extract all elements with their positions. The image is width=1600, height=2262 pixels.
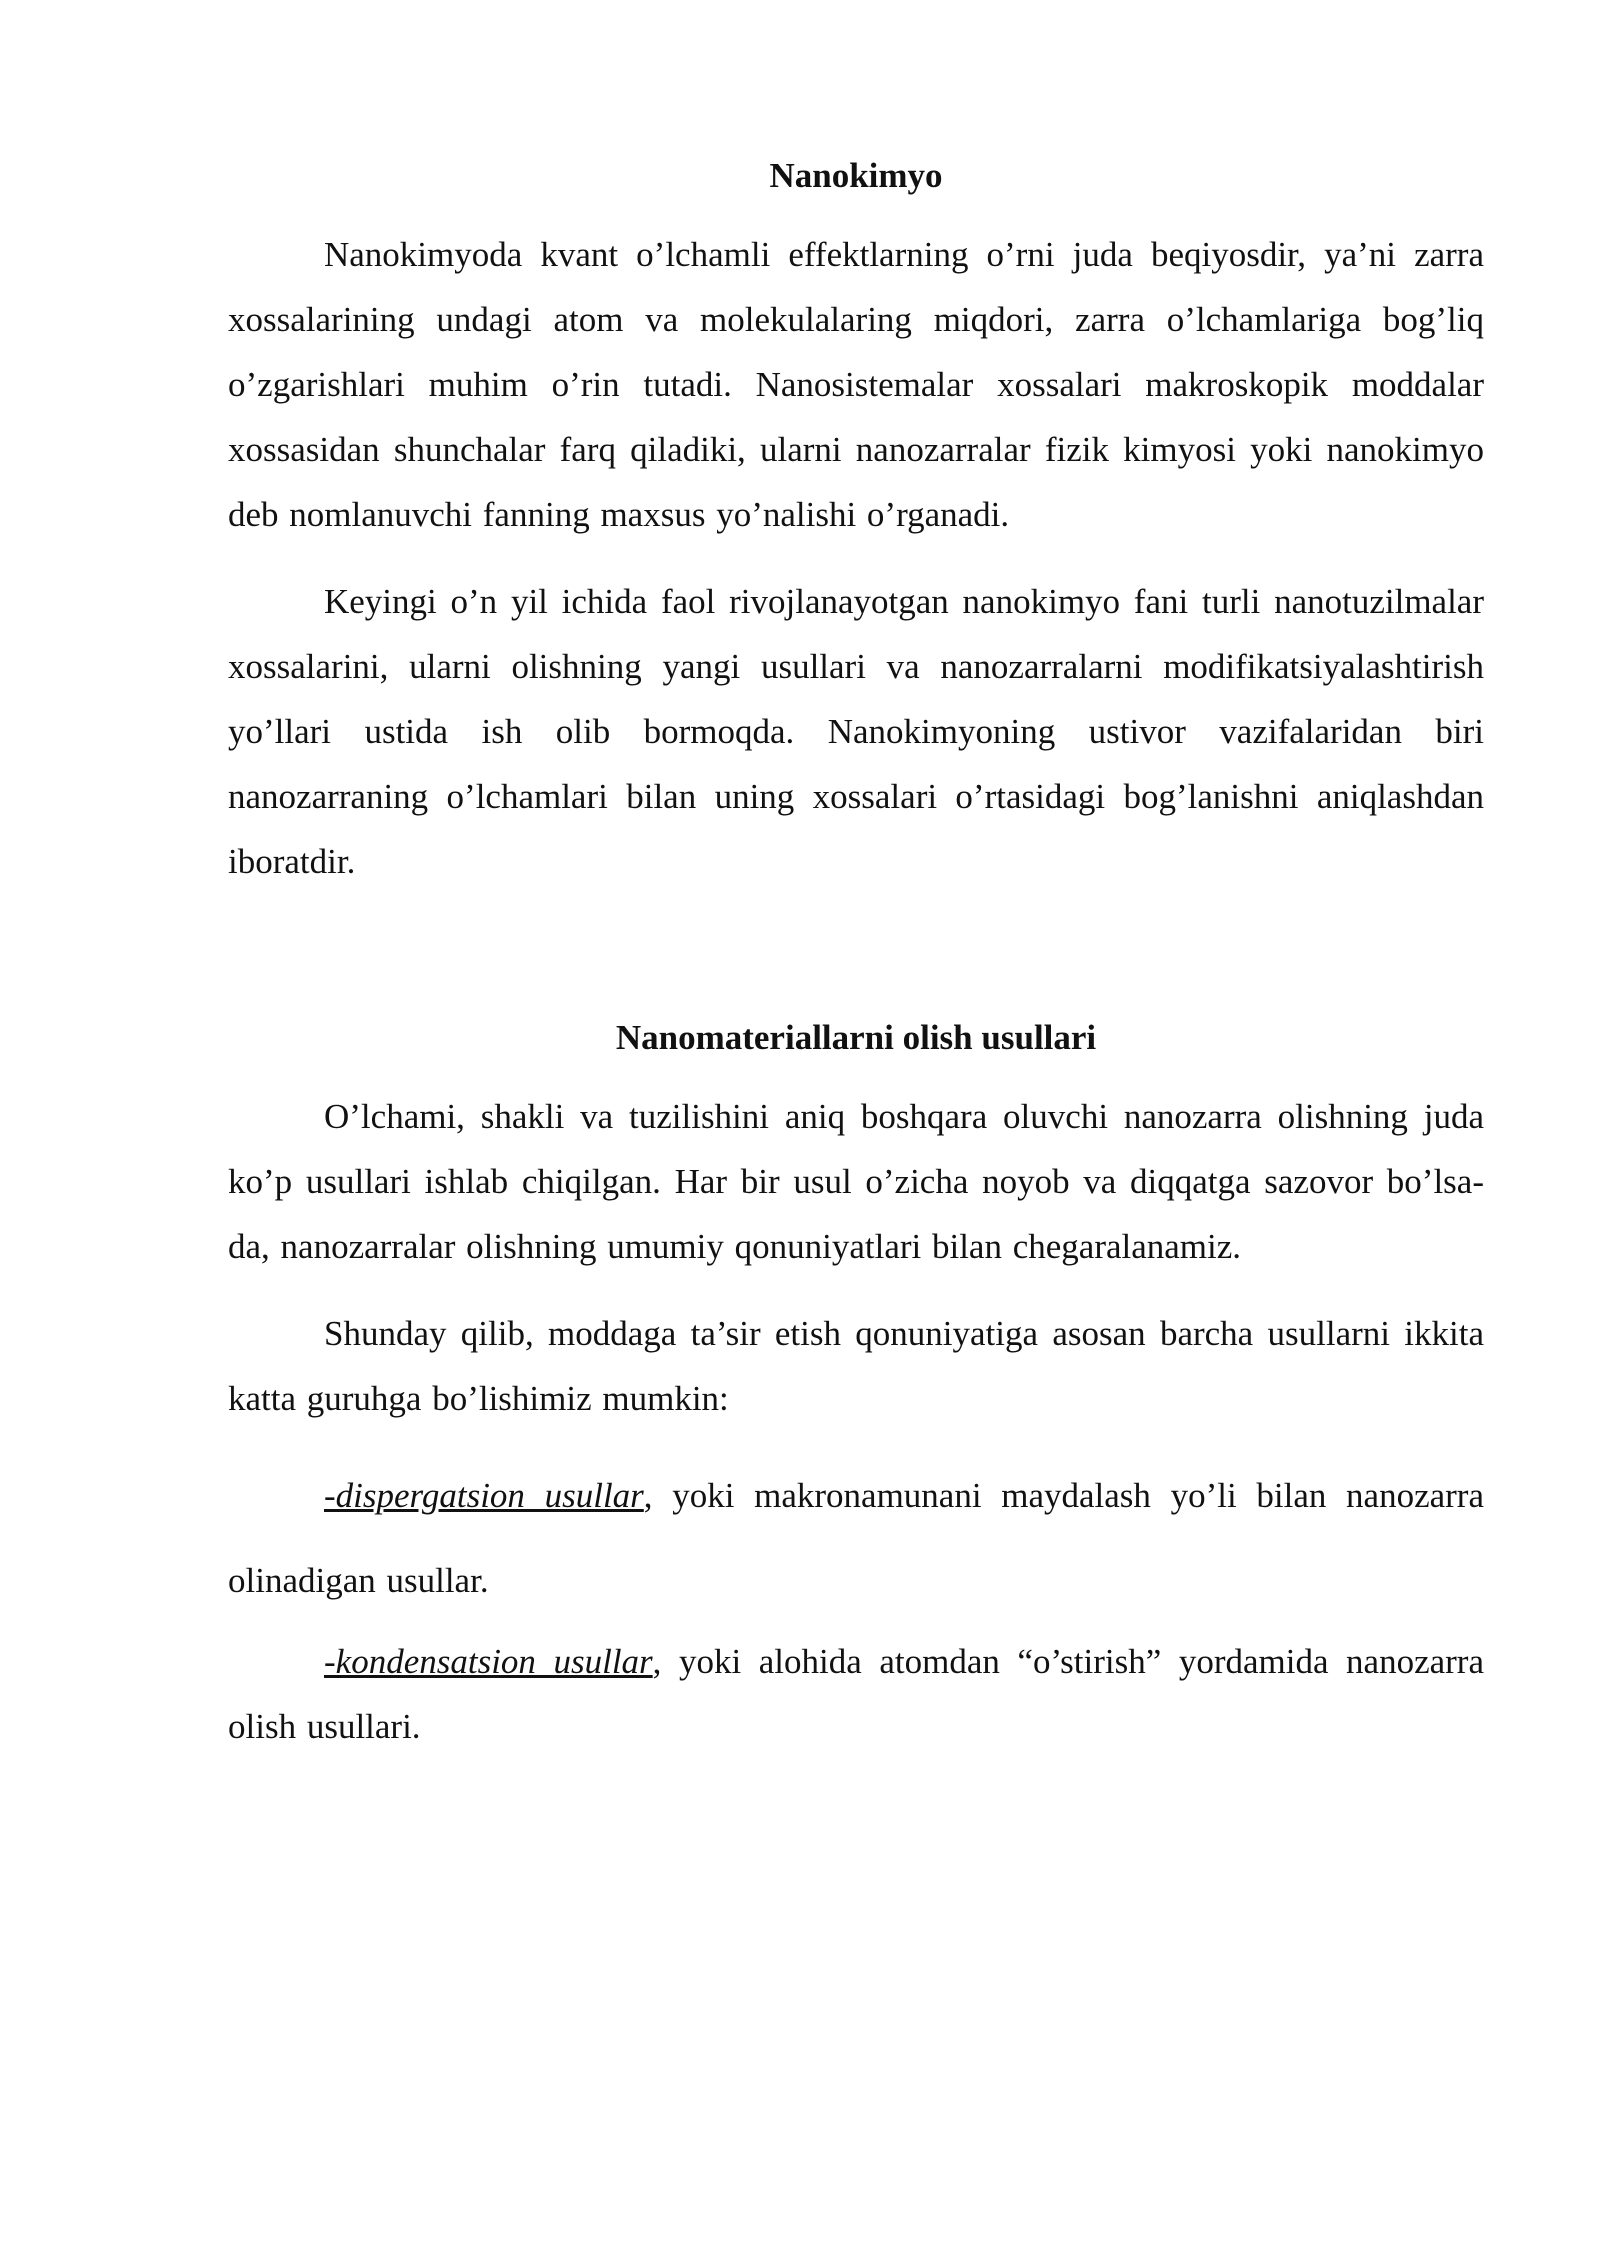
- intro-paragraph-1: Nanokimyoda kvant o’lchamli effektlarning o’rni juda beqiyosdir, ya’ni zarra xossalarining undagi atom va molekulalaring miqdori, zarra o’lchamlariga bog’liq o’zgarishlari muhim o’rin tutadi. Nanosistemalar xossalari makroskopik moddalar xossasidan shunchalar farq qiladiki, ularni nanozarralar fizik kimyosi yoki nanokimyo deb nomlanuvchi fanning maxsus yo’nalishi o’rganadi.: [228, 235, 1484, 534]
- document-title: Nanokimyo: [769, 156, 943, 195]
- method-description: , yoki alohida atomdan “o’stirish” yordamida nanozarra olish usullari.: [228, 1642, 1485, 1746]
- document-page: [228, 150, 1484, 1781]
- method-item-condensation: [228, 1629, 1484, 1759]
- methods-paragraph-2: Shunday qilib, moddaga ta’sir etish qonuniyatiga asosan barcha usullarni ikkita katta guruhga bo’lishimiz mumkin:: [228, 1314, 1484, 1418]
- method-description: , yoki makronamunani maydalash yo’li bilan nanozarra olinadigan usullar.: [228, 1476, 1484, 1600]
- method-item-dispersion: [228, 1453, 1484, 1623]
- method-term: -dispergatsion usullar: [324, 1476, 644, 1515]
- methods-paragraph-1: O’lchami, shakli va tuzilishini aniq boshqara oluvchi nanozarra olishning juda ko’p usullari ishlab chiqilgan. Har bir usul o’zicha noyob va diqqatga sazovor bo’lsa-da, nanozarralar olishning umumiy qonuniyatlari bilan chegaralanamiz.: [228, 1097, 1484, 1266]
- intro-paragraph-2: Keyingi o’n yil ichida faol rivojlanayotgan nanokimyo fani turli nanotuzilmalar xossalarini, ularni olishning yangi usullari va nanozarralarni modifikatsiyalashtirish yo’llari ustida ish olib bormoqda. Nanokimyoning ustivor vazifalaridan biri nanozarraning o’lchamlari bilan uning xossalari o’rtasidagi bog’lanishni aniqlashdan iboratdir.: [228, 582, 1484, 881]
- section-title-methods: Nanomateriallarni olish usullari: [615, 1018, 1097, 1057]
- method-term: -kondensatsion usullar: [324, 1642, 653, 1681]
